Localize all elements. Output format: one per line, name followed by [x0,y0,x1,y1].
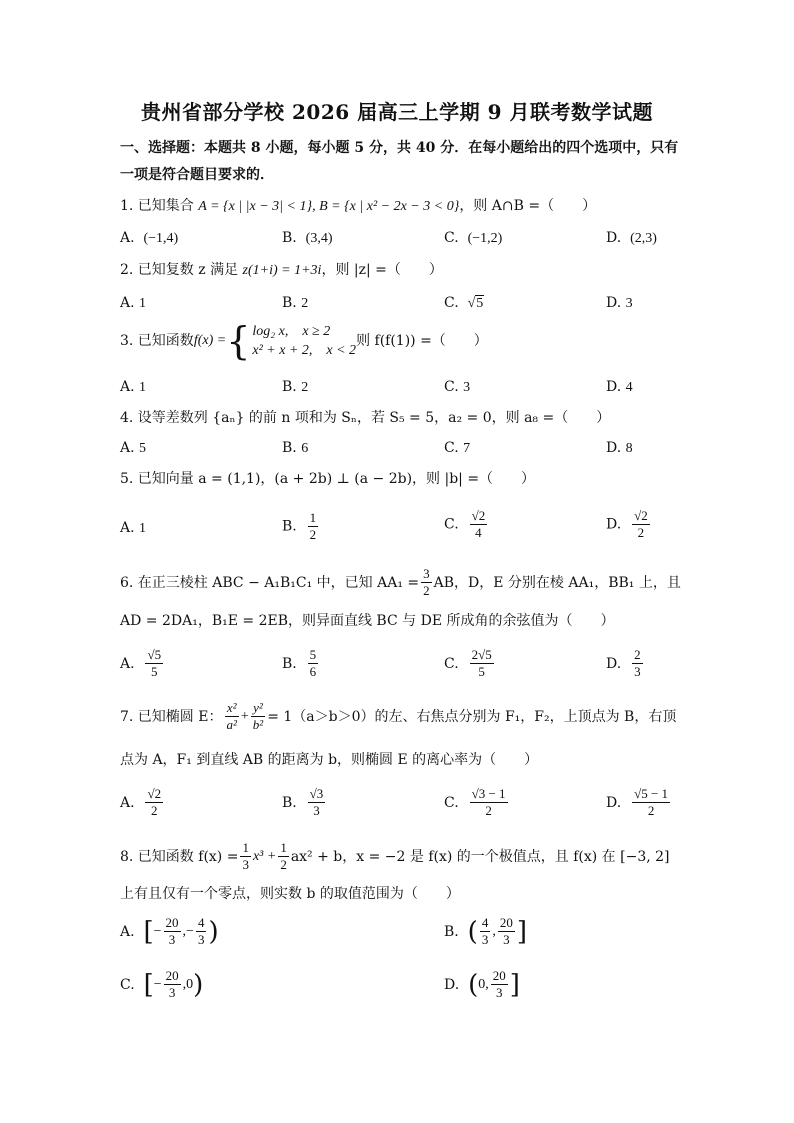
text-fragment: 1 [309,510,317,525]
text-fragment: 7 [463,441,471,456]
question-5-option-a [120,518,146,539]
text-fragment: A. [120,379,135,395]
text-fragment: (2,3) [630,231,657,246]
text-fragment: C. [444,379,459,395]
text-fragment: B. [282,440,297,456]
text-fragment: = 1（a＞b＞0）的左、右焦点分别为 F₁，F₂，上顶点为 B，右顶 [267,708,677,725]
text-fragment: ，则 A∩B =（ ） [459,198,597,214]
text-fragment: B. [282,379,297,395]
question-3-option-d [606,377,633,398]
text-fragment: √5 [147,647,162,662]
text-fragment: 1 [139,521,147,536]
text-fragment: 2 [309,527,317,542]
text-fragment: 则 f(f(1)) =（ ） [356,333,488,349]
text-fragment: ax² + b，x = −2 是 f(x) 的一个极值点，且 f(x) 在 [−3, 2] [290,848,670,865]
text-fragment: (−1,4) [143,231,179,246]
question-5-option-c [444,508,489,541]
question-8-stem-line2: 上有且仅有一个零点，则实数 b 的取值范围为（ ） [120,886,460,902]
text-fragment: D. [606,230,622,246]
text-fragment: 2√5 [471,647,492,662]
text-fragment: √3 [309,786,324,801]
question-4-stem: 4. 设等差数列 {aₙ} 的前 n 项和为 Sₙ，若 S₅ = 5，a₂ = 0，则 a₈ =（ ） [120,410,611,426]
text-fragment: A. [120,295,135,311]
section-heading [120,135,680,189]
text-fragment: z(1+i) = 1+3i [242,263,322,278]
text-fragment: B. [282,655,297,672]
text-fragment: 5 [139,441,147,456]
section-heading-line1: 一、选择题：本题共 8 小题，每小题 5 分，共 40 分．在每小题给出的四个选项中，只有 [120,140,679,156]
text-fragment: 3 [463,380,471,395]
text-fragment: b² [252,717,264,732]
text-fragment: (3,4) [305,231,333,246]
text-fragment: A. [120,230,135,246]
text-fragment: ] [516,916,527,947]
text-fragment: 0 [186,976,194,992]
question-7-option-a [120,786,165,819]
question-8-option-c: C. [ − $\frac{20}{3}$ , 0 ) [120,968,204,1000]
question-8-option-d: D. ( 0 , $\frac{20}{3}$ ] [444,968,520,1000]
question-7-option-d [606,786,672,819]
text-fragment: D. [606,516,622,533]
text-fragment: C. [120,976,135,993]
text-fragment: A. [120,794,135,811]
text-fragment: C. [444,655,459,672]
text-fragment: √3 − 1 [471,786,506,801]
text-fragment: AB，D，E 分别在棱 AA₁，BB₁ 上，且 [433,574,681,591]
question-7-stem-line1: 7. 已知椭圆 E： $\frac{\text{x²}}{\text{a²}}$ + $\frac{\text{y²}}{\text{b²}}$ = 1（a＞b＞0）的左、右焦点分别为 F₁，F₂，上顶点为 B，右顶 [120,700,677,732]
text-fragment: ) [193,969,204,1000]
text-fragment: 2 [485,803,492,818]
question-6-stem-line1 [120,566,680,599]
text-fragment: C. [444,440,459,456]
text-fragment: 2 [301,296,309,311]
text-fragment: B. [282,518,297,535]
text-fragment: ( [467,916,478,947]
text-fragment: 1. 已知集合 [120,198,199,214]
text-fragment: A = {x | |x − 3| < 1}, B = {x | x² − 2x − 3 < 0} [198,199,460,214]
question-8-option-a: A. [ − $\frac{20}{3}$ , − $\frac{4}{3}$ ) [120,915,219,947]
text-fragment: 8 [625,441,633,456]
text-fragment: ( [468,969,479,1000]
question-4-option-c [444,438,470,459]
text-fragment: 5 [476,296,484,311]
text-fragment: B. [282,230,297,246]
text-fragment: √5 − 1 [634,786,669,801]
text-fragment: 3 [168,932,176,947]
text-fragment: 6 [301,441,309,456]
text-fragment: ，则 |z| =（ ） [321,262,443,278]
piecewise-function: { log₂ x, x ≥ 2 x² + x + 2, x < 2 [226,319,357,363]
text-fragment: 3 [496,985,503,1000]
text-fragment: 3 [625,296,633,311]
question-3-option-c [444,377,470,398]
question-2-option-d [606,293,633,314]
text-fragment: A. [120,520,135,536]
question-1-option-d [606,228,657,249]
question-3-stem [120,319,680,363]
question-2-stem [120,260,680,281]
text-fragment: (−1,2) [467,231,503,246]
text-fragment: 7. 已知椭圆 E： [120,708,223,725]
question-3-option-b [282,377,308,398]
text-fragment: 5 [309,647,317,662]
text-fragment: C. [444,516,459,533]
text-fragment: 6 [309,664,317,679]
text-fragment: 2. 已知复数 z 满足 [120,262,243,278]
text-fragment: D. [606,440,622,456]
text-fragment: 20 [165,968,179,983]
text-fragment: f(x) = [193,333,227,348]
question-1-stem [120,196,680,217]
text-fragment: 2 [637,525,645,540]
text-fragment: 3 [423,566,430,581]
text-fragment: x² [226,700,237,715]
text-fragment: A. [120,440,135,456]
text-fragment: 3 [634,664,641,679]
text-fragment: 20 [492,968,506,983]
text-fragment: 4 [197,915,205,930]
text-fragment: 8. 已知函数 f(x) = [120,848,239,865]
question-5-option-b [282,510,320,543]
question-1-option-c [444,228,502,249]
question-8-stem-line1 [120,840,680,873]
text-fragment: 1 [139,296,147,311]
text-fragment: 1 [280,840,287,855]
text-fragment: 3 [313,803,320,818]
text-fragment: D. [606,794,622,811]
question-6-option-a [120,647,165,680]
text-fragment: 1 [139,380,147,395]
text-fragment: B. [282,295,297,311]
question-7-stem-line2: 点为 A，F₁ 到直线 AB 的距离为 b，则椭圆 E 的离心率为（ ） [120,752,539,768]
text-fragment: 20 [499,915,513,930]
text-fragment: ] [509,969,520,1000]
text-fragment: 2 [151,803,158,818]
text-fragment: x³ + [252,848,277,864]
text-fragment: 4 [475,525,482,540]
text-fragment: 3. 已知函数 [120,333,194,349]
text-fragment: − [186,923,194,939]
text-fragment: x² + x + 2, x < 2 [252,343,357,358]
text-fragment: 6. 在正三棱柱 ABC − A₁B₁C₁ 中，已知 AA₁ = [120,574,420,591]
text-fragment: 0 [478,976,486,992]
text-fragment: 4 [481,915,489,930]
section-heading-line2: 一项是符合题目要求的． [120,167,274,183]
question-2-option-a [120,293,146,314]
text-fragment: 3 [481,932,489,947]
question-8-option-b: B. ( $\frac{4}{3}$ , $\frac{20}{3}$ ] [444,915,527,947]
text-fragment: A. [120,655,135,672]
text-fragment: − [153,923,162,939]
question-4-option-a [120,438,146,459]
text-fragment: 3 [168,985,176,1000]
text-fragment: B. [282,794,297,811]
text-fragment: √2 [634,508,648,523]
question-1-option-b [282,228,332,249]
page-title: 贵州省部分学校 2026 届高三上学期 9 月联考数学试题 [141,100,653,124]
text-fragment: 1 [242,840,249,855]
question-4-option-b [282,438,308,459]
question-2-option-b [282,293,308,314]
text-fragment: D. [606,379,622,395]
text-fragment: 5 [478,664,485,679]
question-1-option-a [120,228,178,249]
question-7-option-c [444,786,510,819]
text-fragment: C. [444,794,459,811]
text-fragment: ) [208,916,219,947]
text-fragment: [ [143,969,154,1000]
question-3-option-a [120,377,146,398]
text-fragment: y² [253,700,263,715]
question-5-option-d [606,508,652,541]
text-fragment: 2 [301,380,309,395]
question-4-option-d [606,438,633,459]
text-fragment: − [153,976,162,992]
text-fragment: a² [226,717,237,732]
text-fragment: 2 [634,647,641,662]
text-fragment: 3 [197,932,205,947]
question-5-stem: 5. 已知向量 a = (1,1)，(a + 2b) ⊥ (a − 2b)，则 |b| =（ ） [120,471,536,487]
text-fragment: 3 [242,857,249,872]
text-fragment: √2 [147,786,162,801]
question-6-option-c [444,647,496,680]
text-fragment: 2 [423,583,430,598]
question-6-stem-line2: AD = 2DA₁，B₁E = 2EB，则异面直线 BC 与 DE 所成角的余弦值为（ ） [120,613,615,629]
question-2-option-c: C. √5 [444,295,484,311]
text-fragment: C. [444,295,459,311]
text-fragment: D. [444,976,460,993]
text-fragment: 4 [625,380,633,395]
text-fragment: D. [606,655,622,672]
text-fragment: A. [120,923,135,940]
text-fragment: 2 [280,857,287,872]
question-7-option-b [282,786,327,819]
text-fragment: log₂ x, x ≥ 2 [252,324,331,339]
text-fragment: C. [444,230,459,246]
text-fragment: [ [143,916,154,947]
text-fragment: D. [606,295,622,311]
text-fragment: 5 [151,664,158,679]
text-fragment: 2 [647,803,655,818]
text-fragment: 20 [165,915,179,930]
text-fragment: B. [444,923,459,940]
question-6-option-b [282,647,320,680]
text-fragment: 3 [503,932,510,947]
question-6-option-d [606,647,645,680]
text-fragment: √2 [471,508,486,523]
